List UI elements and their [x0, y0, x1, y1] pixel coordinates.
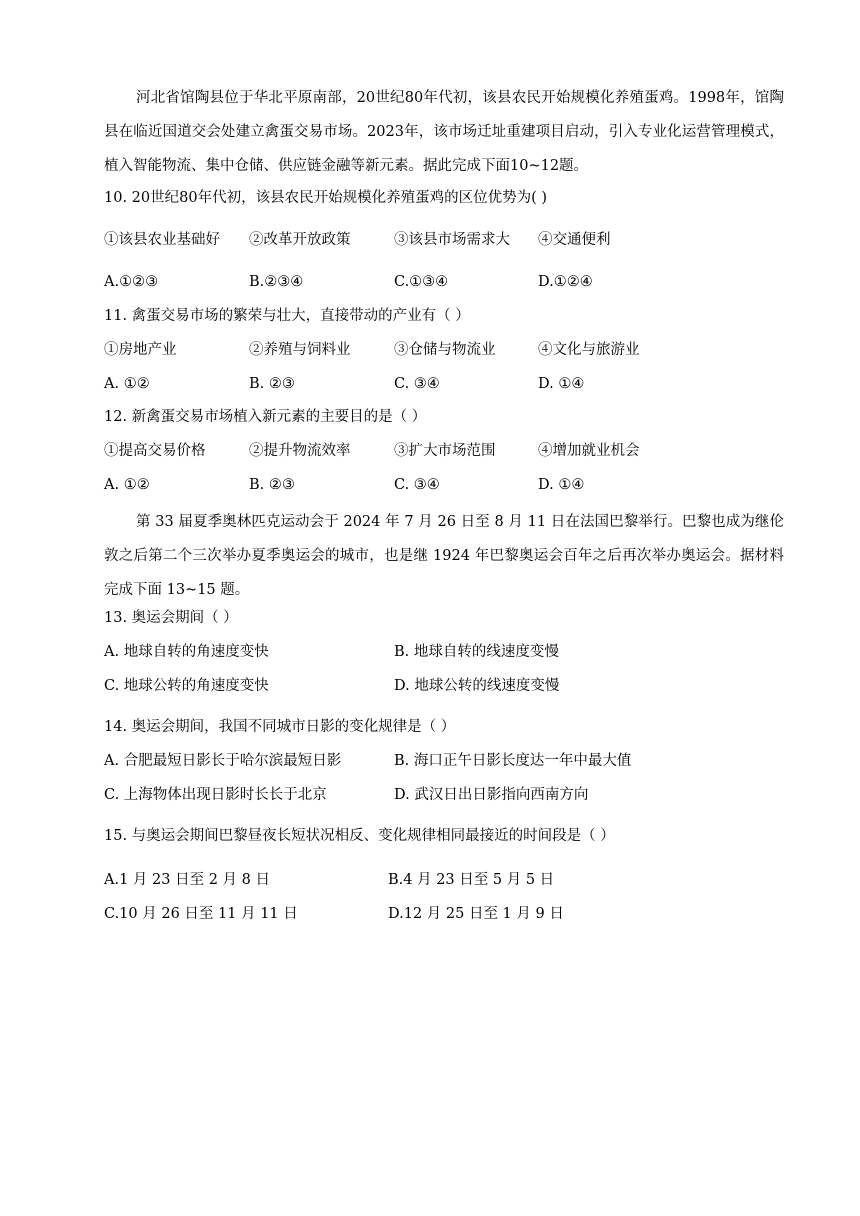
question-11-item: ③仓储与物流业: [394, 342, 496, 358]
question-11-choice-a: A. ①②: [104, 376, 150, 392]
question-10-item: ④交通便利: [538, 232, 611, 248]
question-11-item: ①房地产业: [104, 342, 177, 358]
question-10-item: ③该县市场需求大: [394, 232, 510, 248]
question-10-choice-c: C.①③④: [394, 274, 449, 290]
question-12-choice-d: D. ①④: [538, 477, 585, 493]
question-10-choice-a: A.①②③: [104, 274, 159, 290]
question-15-choice-b: B.4 月 23 日至 5 月 5 日: [388, 872, 555, 888]
question-15-stem: 15. 与奥运会期间巴黎昼夜长短状况相反、变化规律相同最接近的时间段是（ ）: [104, 828, 615, 844]
question-10-choice-d: D.①②④: [538, 274, 593, 290]
question-13-choice-c: C. 地球公转的角速度变快: [104, 678, 269, 694]
question-11-choice-d: D. ①④: [538, 376, 585, 392]
question-15-choice-a: A.1 月 23 日至 2 月 8 日: [104, 872, 270, 888]
question-13-stem: 13. 奥运会期间（ ）: [104, 610, 238, 626]
question-12-item: ②提升物流效率: [249, 443, 351, 459]
question-11-choice-c: C. ③④: [394, 376, 440, 392]
question-10-stem: 10. 20世纪80年代初，该县农民开始规模化养殖蛋鸡的区位优势为( ): [104, 190, 547, 206]
question-12-item: ④增加就业机会: [538, 443, 640, 459]
question-14-choice-b: B. 海口正午日影长度达一年中最大值: [394, 753, 632, 769]
question-13-choice-a: A. 地球自转的角速度变快: [104, 644, 269, 660]
question-11-item: ④文化与旅游业: [538, 342, 640, 358]
question-10-item: ①该县农业基础好: [104, 232, 220, 248]
question-12-choice-c: C. ③④: [394, 477, 440, 493]
question-10-choice-b: B.②③④: [249, 274, 304, 290]
question-14-stem: 14. 奥运会期间，我国不同城市日影的变化规律是（ ）: [104, 719, 456, 735]
question-14-choice-a: A. 合肥最短日影长于哈尔滨最短日影: [104, 753, 342, 769]
question-15-choice-c: C.10 月 26 日至 11 月 11 日: [104, 906, 298, 922]
question-12-stem: 12. 新禽蛋交易市场植入新元素的主要目的是（ ）: [104, 409, 427, 425]
question-13-choice-d: D. 地球公转的线速度变慢: [394, 678, 560, 694]
question-11-choice-b: B. ②③: [249, 376, 295, 392]
question-11-item: ②养殖与饲料业: [249, 342, 351, 358]
passage-paris-olympics: 第 33 届夏季奥林匹克运动会于 2024 年 7 月 26 日至 8 月 11 日在法国巴黎举行。巴黎也成为继伦敦之后第二个三次举办夏季奥运会的城市，也是继 1924 年巴黎奥运会百年之后再次举办奥运会。据材料完成下面 13~15 题。: [104, 514, 784, 598]
question-15-choice-d: D.12 月 25 日至 1 月 9 日: [388, 906, 564, 922]
question-12-choice-b: B. ②③: [249, 477, 295, 493]
question-11-stem: 11. 禽蛋交易市场的繁荣与壮大，直接带动的产业有（ ）: [104, 308, 470, 324]
question-13-choice-b: B. 地球自转的线速度变慢: [394, 644, 559, 660]
question-12-item: ③扩大市场范围: [394, 443, 496, 459]
question-12-choice-a: A. ①②: [104, 477, 150, 493]
question-12-item: ①提高交易价格: [104, 443, 206, 459]
passage-guantao: 河北省馆陶县位于华北平原南部，20世纪80年代初，该县农民开始规模化养殖蛋鸡。1998年，馆陶县在临近国道交会处建立禽蛋交易市场。2023年，该市场迁址重建项目启动，引入专业化运营管理模式，植入智能物流、集中仓储、供应链金融等新元素。据此完成下面10~12题。: [104, 90, 784, 174]
question-10-item: ②改革开放政策: [249, 232, 351, 248]
question-14-choice-d: D. 武汉日出日影指向西南方向: [394, 787, 589, 803]
question-14-choice-c: C. 上海物体出现日影时长长于北京: [104, 787, 327, 803]
